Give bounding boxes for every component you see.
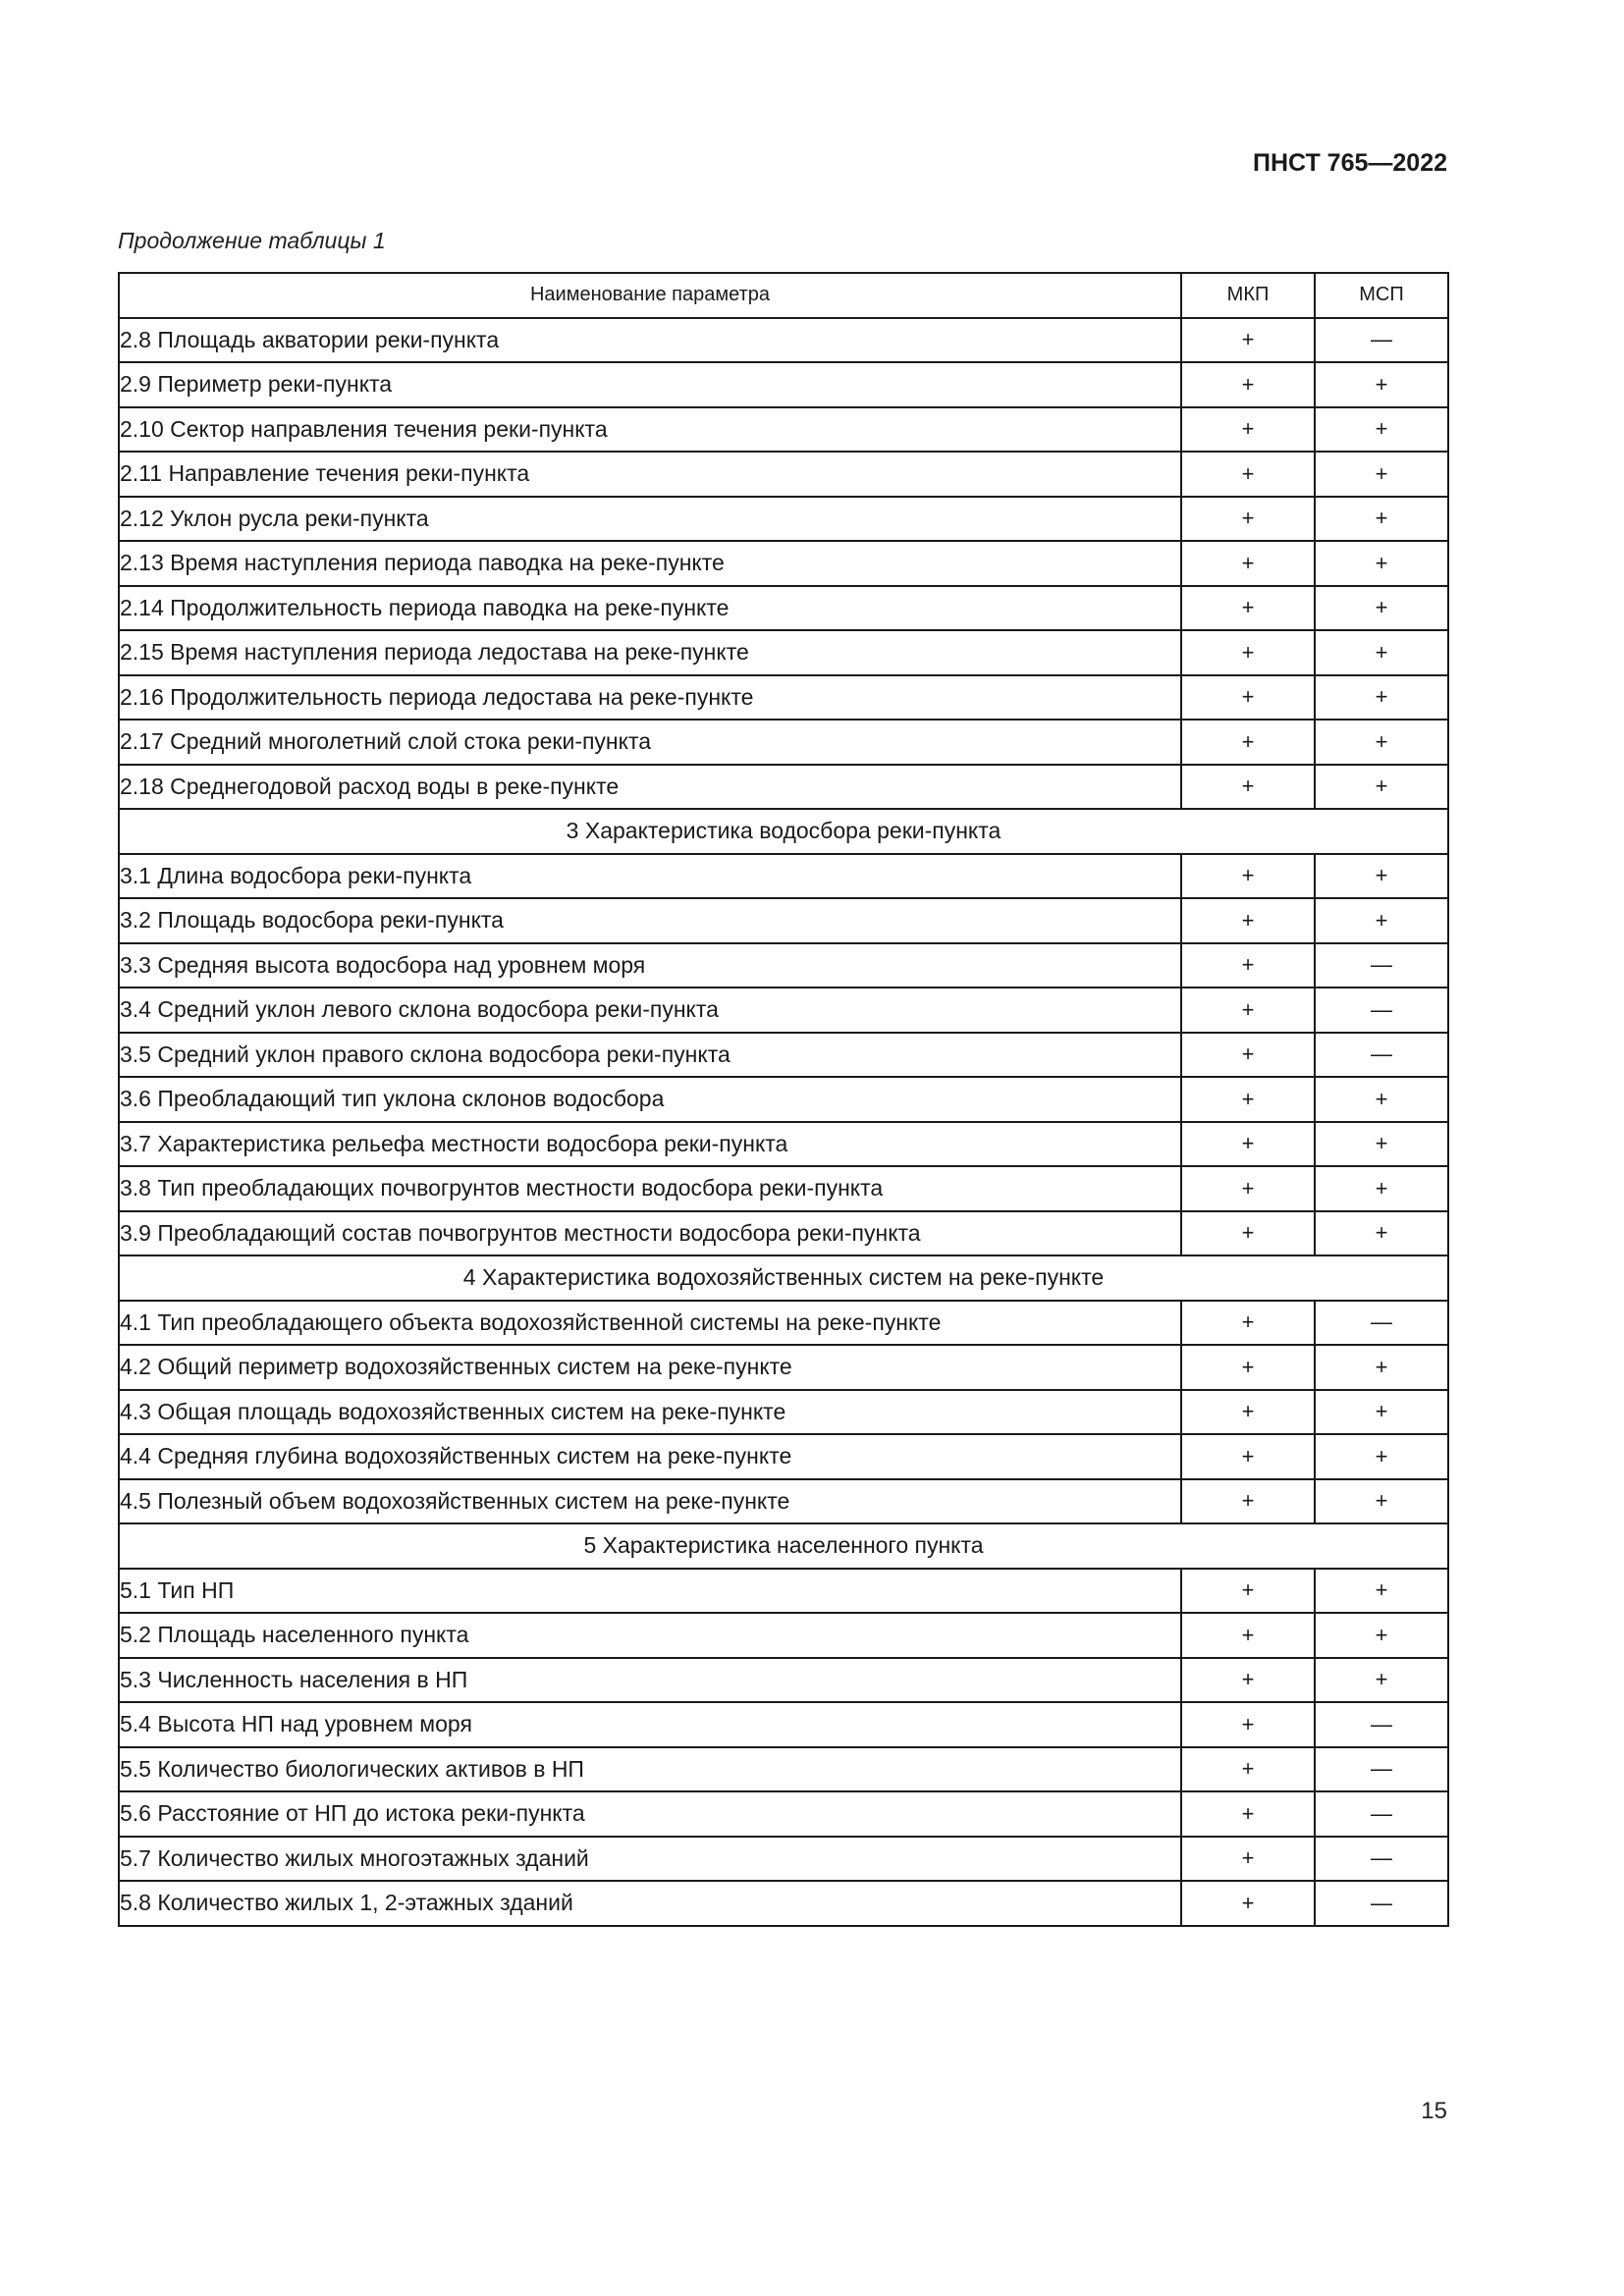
mkp-mark-cell: + (1181, 1166, 1315, 1211)
msp-mark-cell: + (1315, 362, 1448, 407)
parameter-name-cell: 2.12 Уклон русла реки-пункта (119, 497, 1181, 542)
mkp-mark-cell: + (1181, 1881, 1315, 1926)
msp-mark-cell: + (1315, 407, 1448, 453)
parameter-name-cell: 3.5 Средний уклон правого склона водосбора реки-пункта (119, 1033, 1181, 1078)
table-row (119, 854, 1448, 899)
mkp-mark-cell: + (1181, 1569, 1315, 1614)
mkp-mark-cell: + (1181, 362, 1315, 407)
mkp-mark-cell: + (1181, 1122, 1315, 1167)
table-row (119, 318, 1448, 363)
msp-mark-cell: + (1315, 1345, 1448, 1390)
parameter-name-cell: 3.9 Преобладающий состав почвогрунтов местности водосбора реки-пункта (119, 1211, 1181, 1256)
mkp-mark-cell: + (1181, 898, 1315, 943)
table-row (119, 1345, 1448, 1390)
parameter-name-cell: 5.2 Площадь населенного пункта (119, 1613, 1181, 1658)
mkp-mark-cell: + (1181, 318, 1315, 363)
table-row (119, 1033, 1448, 1078)
mkp-mark-cell: + (1181, 1434, 1315, 1479)
parameter-name-cell: 2.13 Время наступления периода паводка на реке-пункте (119, 541, 1181, 586)
table-row (119, 1747, 1448, 1792)
msp-mark-cell: — (1315, 318, 1448, 363)
msp-mark-cell: + (1315, 898, 1448, 943)
table-row (119, 1613, 1448, 1658)
parameter-name-cell: 2.9 Периметр реки-пункта (119, 362, 1181, 407)
mkp-mark-cell: + (1181, 630, 1315, 675)
table-row (119, 898, 1448, 943)
table-row (119, 1166, 1448, 1211)
table-row (119, 541, 1448, 586)
mkp-mark-cell: + (1181, 497, 1315, 542)
msp-mark-cell: — (1315, 1837, 1448, 1882)
table-caption: Продолжение таблицы 1 (118, 228, 386, 253)
mkp-mark-cell: + (1181, 1658, 1315, 1703)
section-row (119, 809, 1448, 854)
column-header-name: Наименование параметра (119, 273, 1181, 318)
msp-mark-cell: + (1315, 854, 1448, 899)
msp-mark-cell: — (1315, 1702, 1448, 1747)
mkp-mark-cell: + (1181, 586, 1315, 631)
mkp-mark-cell: + (1181, 1613, 1315, 1658)
section-row (119, 1255, 1448, 1301)
msp-mark-cell: + (1315, 675, 1448, 721)
parameter-name-cell: 5.3 Численность населения в НП (119, 1658, 1181, 1703)
table-row (119, 1211, 1448, 1256)
table-row (119, 765, 1448, 810)
parameter-name-cell: 5.6 Расстояние от НП до истока реки-пункта (119, 1791, 1181, 1837)
mkp-mark-cell: + (1181, 452, 1315, 497)
parameter-name-cell: 4.1 Тип преобладающего объекта водохозяйственной системы на реке-пункте (119, 1301, 1181, 1346)
msp-mark-cell: + (1315, 541, 1448, 586)
section-title: 5 Характеристика населенного пункта (119, 1523, 1448, 1569)
msp-mark-cell: + (1315, 720, 1448, 765)
msp-mark-cell: — (1315, 1791, 1448, 1837)
msp-mark-cell: + (1315, 497, 1448, 542)
table-row (119, 1837, 1448, 1882)
msp-mark-cell: — (1315, 1747, 1448, 1792)
table-row (119, 497, 1448, 542)
mkp-mark-cell: + (1181, 765, 1315, 810)
parameter-name-cell: 3.3 Средняя высота водосбора над уровнем моря (119, 943, 1181, 988)
parameter-name-cell: 3.1 Длина водосбора реки-пункта (119, 854, 1181, 899)
msp-mark-cell: + (1315, 1569, 1448, 1614)
document-code: ПНСТ 765—2022 (1253, 149, 1447, 177)
mkp-mark-cell: + (1181, 1702, 1315, 1747)
section-title: 3 Характеристика водосбора реки-пункта (119, 809, 1448, 854)
table-body (119, 318, 1448, 1926)
mkp-mark-cell: + (1181, 407, 1315, 453)
table-row (119, 1881, 1448, 1926)
msp-mark-cell: + (1315, 1390, 1448, 1435)
column-header-mkp: МКП (1181, 273, 1315, 318)
table-row (119, 407, 1448, 453)
mkp-mark-cell: + (1181, 943, 1315, 988)
parameter-name-cell: 2.15 Время наступления периода ледостава на реке-пункте (119, 630, 1181, 675)
parameter-name-cell: 2.18 Среднегодовой расход воды в реке-пункте (119, 765, 1181, 810)
parameter-name-cell: 4.3 Общая площадь водохозяйственных систем на реке-пункте (119, 1390, 1181, 1435)
mkp-mark-cell: + (1181, 541, 1315, 586)
mkp-mark-cell: + (1181, 1301, 1315, 1346)
mkp-mark-cell: + (1181, 1033, 1315, 1078)
parameter-name-cell: 2.14 Продолжительность периода паводка на реке-пункте (119, 586, 1181, 631)
table-row (119, 943, 1448, 988)
table-row (119, 452, 1448, 497)
parameter-name-cell: 5.1 Тип НП (119, 1569, 1181, 1614)
table-row (119, 630, 1448, 675)
table-row (119, 675, 1448, 721)
table-header-row (119, 273, 1448, 318)
table-row (119, 586, 1448, 631)
msp-mark-cell: — (1315, 1881, 1448, 1926)
msp-mark-cell: + (1315, 1166, 1448, 1211)
mkp-mark-cell: + (1181, 854, 1315, 899)
parameter-name-cell: 5.8 Количество жилых 1, 2-этажных зданий (119, 1881, 1181, 1926)
parameter-name-cell: 5.7 Количество жилых многоэтажных зданий (119, 1837, 1181, 1882)
table-row (119, 1390, 1448, 1435)
table-row (119, 1479, 1448, 1524)
mkp-mark-cell: + (1181, 988, 1315, 1033)
table-row (119, 1702, 1448, 1747)
msp-mark-cell: + (1315, 1434, 1448, 1479)
mkp-mark-cell: + (1181, 1345, 1315, 1390)
column-header-msp: МСП (1315, 273, 1448, 318)
parameter-name-cell: 2.11 Направление течения реки-пункта (119, 452, 1181, 497)
table-row (119, 988, 1448, 1033)
msp-mark-cell: + (1315, 1479, 1448, 1524)
parameter-name-cell: 4.4 Средняя глубина водохозяйственных систем на реке-пункте (119, 1434, 1181, 1479)
parameter-name-cell: 5.5 Количество биологических активов в НП (119, 1747, 1181, 1792)
msp-mark-cell: + (1315, 1658, 1448, 1703)
msp-mark-cell: — (1315, 943, 1448, 988)
msp-mark-cell: — (1315, 1301, 1448, 1346)
table-row (119, 1122, 1448, 1167)
msp-mark-cell: + (1315, 765, 1448, 810)
parameter-name-cell: 3.4 Средний уклон левого склона водосбора реки-пункта (119, 988, 1181, 1033)
parameter-name-cell: 3.6 Преобладающий тип уклона склонов водосбора (119, 1077, 1181, 1122)
table-row (119, 1077, 1448, 1122)
parameter-name-cell: 2.10 Сектор направления течения реки-пункта (119, 407, 1181, 453)
mkp-mark-cell: + (1181, 1479, 1315, 1524)
table-row (119, 1434, 1448, 1479)
parameters-table (118, 272, 1449, 1927)
parameter-name-cell: 2.8 Площадь акватории реки-пункта (119, 318, 1181, 363)
mkp-mark-cell: + (1181, 1390, 1315, 1435)
mkp-mark-cell: + (1181, 1791, 1315, 1837)
msp-mark-cell: + (1315, 1613, 1448, 1658)
parameter-name-cell: 3.2 Площадь водосбора реки-пункта (119, 898, 1181, 943)
msp-mark-cell: + (1315, 1077, 1448, 1122)
mkp-mark-cell: + (1181, 1747, 1315, 1792)
table-row (119, 720, 1448, 765)
mkp-mark-cell: + (1181, 720, 1315, 765)
table-row (119, 362, 1448, 407)
mkp-mark-cell: + (1181, 1077, 1315, 1122)
page-number: 15 (1421, 2098, 1447, 2124)
mkp-mark-cell: + (1181, 1837, 1315, 1882)
section-title: 4 Характеристика водохозяйственных систем на реке-пункте (119, 1255, 1448, 1301)
msp-mark-cell: + (1315, 1122, 1448, 1167)
parameter-name-cell: 3.7 Характеристика рельефа местности водосбора реки-пункта (119, 1122, 1181, 1167)
msp-mark-cell: + (1315, 586, 1448, 631)
parameter-name-cell: 2.16 Продолжительность периода ледостава на реке-пункте (119, 675, 1181, 721)
parameter-name-cell: 3.8 Тип преобладающих почвогрунтов местности водосбора реки-пункта (119, 1166, 1181, 1211)
table-row (119, 1791, 1448, 1837)
parameter-name-cell: 4.2 Общий периметр водохозяйственных систем на реке-пункте (119, 1345, 1181, 1390)
table-row (119, 1569, 1448, 1614)
msp-mark-cell: + (1315, 630, 1448, 675)
msp-mark-cell: — (1315, 1033, 1448, 1078)
parameter-name-cell: 4.5 Полезный объем водохозяйственных систем на реке-пункте (119, 1479, 1181, 1524)
parameter-name-cell: 2.17 Средний многолетний слой стока реки-пункта (119, 720, 1181, 765)
section-row (119, 1523, 1448, 1569)
mkp-mark-cell: + (1181, 675, 1315, 721)
mkp-mark-cell: + (1181, 1211, 1315, 1256)
msp-mark-cell: — (1315, 988, 1448, 1033)
msp-mark-cell: + (1315, 452, 1448, 497)
table-row (119, 1658, 1448, 1703)
parameter-name-cell: 5.4 Высота НП над уровнем моря (119, 1702, 1181, 1747)
msp-mark-cell: + (1315, 1211, 1448, 1256)
table-row (119, 1301, 1448, 1346)
